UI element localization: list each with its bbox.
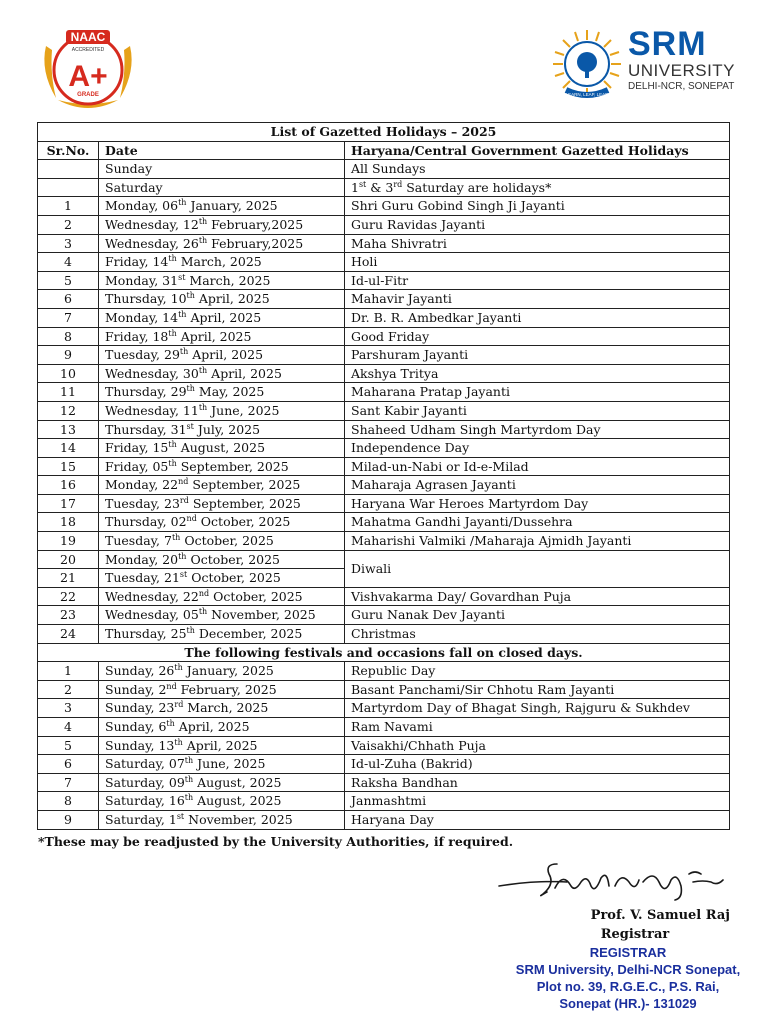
- closed-days-heading-row: [38, 643, 730, 662]
- cell-date: Monday, 20th October, 2025: [99, 550, 345, 569]
- cell-sr-no: 1: [38, 662, 99, 681]
- table-row: [38, 662, 730, 681]
- cell-holiday: Haryana War Heroes Martyrdom Day: [345, 494, 730, 513]
- cell-sr-no: 7: [38, 308, 99, 327]
- table-row: [38, 532, 730, 551]
- cell-sr-no: 16: [38, 476, 99, 495]
- cell-sr-no: 9: [38, 810, 99, 829]
- stamp-line-1: REGISTRAR: [589, 945, 667, 960]
- cell-date: Sunday, 6th April, 2025: [99, 718, 345, 737]
- cell-sr-no: 15: [38, 457, 99, 476]
- stamp-line-4: Sonepat (HR.)- 131029: [559, 996, 697, 1011]
- cell-sr-no: 6: [38, 755, 99, 774]
- cell-date: Wednesday, 26th February,2025: [99, 234, 345, 253]
- cell-date: Saturday, 16th August, 2025: [99, 792, 345, 811]
- cell-date: Thursday, 02nd October, 2025: [99, 513, 345, 532]
- cell-holiday: Vishvakarma Day/ Govardhan Puja: [345, 587, 730, 606]
- table-row: [38, 773, 730, 792]
- table-row: [38, 308, 730, 327]
- cell-holiday: All Sundays: [345, 160, 730, 179]
- cell-date: Monday, 06th January, 2025: [99, 197, 345, 216]
- table-row: [38, 290, 730, 309]
- cell-sr-no: 18: [38, 513, 99, 532]
- cell-sr-no: 12: [38, 401, 99, 420]
- cell-holiday: Dr. B. R. Ambedkar Jayanti: [345, 308, 730, 327]
- cell-date: Friday, 14th March, 2025: [99, 253, 345, 272]
- table-row: [38, 476, 730, 495]
- holiday-table: [37, 122, 730, 830]
- cell-date: Saturday: [99, 178, 345, 197]
- table-caption: List of Gazetted Holidays – 2025: [38, 123, 730, 142]
- cell-holiday: 1st & 3rd Saturday are holidays*: [345, 178, 730, 197]
- cell-date: Sunday: [99, 160, 345, 179]
- cell-date: Saturday, 09th August, 2025: [99, 773, 345, 792]
- table-row: [38, 810, 730, 829]
- srm-wordmark: [628, 26, 735, 94]
- cell-holiday: Akshya Tritya: [345, 364, 730, 383]
- cell-sr-no: 8: [38, 792, 99, 811]
- naac-grade-label: GRADE: [77, 92, 99, 98]
- cell-sr-no: 3: [38, 699, 99, 718]
- cell-sr-no: 8: [38, 327, 99, 346]
- cell-sr-no: 13: [38, 420, 99, 439]
- cell-sr-no: 10: [38, 364, 99, 383]
- cell-holiday: Shaheed Udham Singh Martyrdom Day: [345, 420, 730, 439]
- cell-sr-no: [38, 178, 99, 197]
- table-row: [38, 401, 730, 420]
- footnote: *These may be readjusted by the University Authorities, if required.: [38, 834, 514, 849]
- srm-location: DELHI-NCR, SONEPAT: [628, 81, 735, 92]
- cell-holiday: Maharishi Valmiki /Maharaja Ajmidh Jayanti: [345, 532, 730, 551]
- cell-holiday: Basant Panchami/Sir Chhotu Ram Jayanti: [345, 680, 730, 699]
- cell-sr-no: 4: [38, 718, 99, 737]
- signatory-title: Registrar: [600, 927, 670, 942]
- cell-holiday: Maha Shivratri: [345, 234, 730, 253]
- table-header-row: [38, 141, 730, 160]
- table-row: [38, 625, 730, 644]
- header-sr-no: Sr.No.: [38, 141, 99, 160]
- table-row: [38, 792, 730, 811]
- cell-holiday: Holi: [345, 253, 730, 272]
- cell-date: Monday, 14th April, 2025: [99, 308, 345, 327]
- cell-date: Sunday, 23rd March, 2025: [99, 699, 345, 718]
- cell-sr-no: 3: [38, 234, 99, 253]
- cell-sr-no: 14: [38, 439, 99, 458]
- table-row: [38, 699, 730, 718]
- cell-sr-no: 23: [38, 606, 99, 625]
- cell-sr-no: 7: [38, 773, 99, 792]
- stamp-line-2: SRM University, Delhi-NCR Sonepat,: [515, 962, 741, 977]
- cell-holiday: Shri Guru Gobind Singh Ji Jayanti: [345, 197, 730, 216]
- srm-tagline: LEARN, LEAP, LEAD: [565, 92, 609, 97]
- table-row: [38, 271, 730, 290]
- cell-holiday: Independence Day: [345, 439, 730, 458]
- cell-holiday: Id-ul-Fitr: [345, 271, 730, 290]
- signatory-block: [520, 906, 730, 944]
- table-row: [38, 364, 730, 383]
- cell-sr-no: 5: [38, 736, 99, 755]
- table-row: [38, 494, 730, 513]
- table-row: [38, 457, 730, 476]
- cell-sr-no: 2: [38, 215, 99, 234]
- cell-holiday: Martyrdom Day of Bhagat Singh, Rajguru & Sukhdev: [345, 699, 730, 718]
- table-row: [38, 234, 730, 253]
- cell-holiday: Ram Navami: [345, 718, 730, 737]
- table-row: [38, 587, 730, 606]
- cell-date: Thursday, 10th April, 2025: [99, 290, 345, 309]
- cell-holiday: Maharaja Agrasen Jayanti: [345, 476, 730, 495]
- cell-sr-no: 4: [38, 253, 99, 272]
- table-row: [38, 718, 730, 737]
- cell-date: Friday, 18th April, 2025: [99, 327, 345, 346]
- cell-date: Friday, 05th September, 2025: [99, 457, 345, 476]
- cell-date: Wednesday, 05th November, 2025: [99, 606, 345, 625]
- cell-holiday: Janmashtmi: [345, 792, 730, 811]
- cell-date: Monday, 22nd September, 2025: [99, 476, 345, 495]
- table-row: [38, 215, 730, 234]
- cell-holiday: Christmas: [345, 625, 730, 644]
- cell-holiday: Republic Day: [345, 662, 730, 681]
- stamp-line-3: Plot no. 39, R.G.E.C., P.S. Rai,: [536, 979, 720, 994]
- header-holiday: Haryana/Central Government Gazetted Holidays: [345, 141, 730, 160]
- cell-holiday: Mahatma Gandhi Jayanti/Dussehra: [345, 513, 730, 532]
- signature-icon: [497, 852, 737, 902]
- table-row: [38, 197, 730, 216]
- cell-holiday: Parshuram Jayanti: [345, 346, 730, 365]
- cell-holiday: Id-ul-Zuha (Bakrid): [345, 755, 730, 774]
- cell-holiday: Guru Nanak Dev Jayanti: [345, 606, 730, 625]
- cell-sr-no: 9: [38, 346, 99, 365]
- closed-days-heading: The following festivals and occasions fall on closed days.: [38, 643, 730, 662]
- table-row: [38, 606, 730, 625]
- srm-logo: [548, 26, 738, 102]
- cell-date: Tuesday, 23rd September, 2025: [99, 494, 345, 513]
- naac-grade: A+: [68, 60, 108, 93]
- table-row: [38, 439, 730, 458]
- signatory-name: Prof. V. Samuel Raj: [590, 908, 730, 923]
- cell-sr-no: 19: [38, 532, 99, 551]
- cell-sr-no: 17: [38, 494, 99, 513]
- cell-date: Sunday, 2nd February, 2025: [99, 680, 345, 699]
- cell-holiday: Guru Ravidas Jayanti: [345, 215, 730, 234]
- cell-date: Thursday, 29th May, 2025: [99, 383, 345, 402]
- table-row: [38, 327, 730, 346]
- cell-date: Monday, 31st March, 2025: [99, 271, 345, 290]
- cell-sr-no: [38, 160, 99, 179]
- cell-date: Sunday, 13th April, 2025: [99, 736, 345, 755]
- table-row: [38, 736, 730, 755]
- cell-sr-no: 20: [38, 550, 99, 569]
- cell-sr-no: 6: [38, 290, 99, 309]
- table-row: [38, 513, 730, 532]
- cell-holiday: Milad-un-Nabi or Id-e-Milad: [345, 457, 730, 476]
- cell-date: Wednesday, 30th April, 2025: [99, 364, 345, 383]
- table-row: [38, 420, 730, 439]
- cell-date: Tuesday, 7th October, 2025: [99, 532, 345, 551]
- cell-sr-no: 11: [38, 383, 99, 402]
- naac-badge-icon: [38, 26, 138, 112]
- cell-date: Thursday, 31st July, 2025: [99, 420, 345, 439]
- cell-sr-no: 22: [38, 587, 99, 606]
- cell-date: Sunday, 26th January, 2025: [99, 662, 345, 681]
- cell-holiday: Maharana Pratap Jayanti: [345, 383, 730, 402]
- cell-holiday: Diwali: [345, 550, 730, 587]
- cell-holiday: Vaisakhi/Chhath Puja: [345, 736, 730, 755]
- cell-sr-no: 2: [38, 680, 99, 699]
- cell-sr-no: 5: [38, 271, 99, 290]
- cell-date: Wednesday, 12th February,2025: [99, 215, 345, 234]
- srm-name: SRM: [628, 25, 707, 63]
- table-row: [38, 680, 730, 699]
- cell-holiday: Raksha Bandhan: [345, 773, 730, 792]
- cell-holiday: Haryana Day: [345, 810, 730, 829]
- cell-date: Wednesday, 11th June, 2025: [99, 401, 345, 420]
- cell-sr-no: 24: [38, 625, 99, 644]
- cell-date: Friday, 15th August, 2025: [99, 439, 345, 458]
- cell-date: Thursday, 25th December, 2025: [99, 625, 345, 644]
- srm-university: UNIVERSITY: [628, 61, 736, 80]
- naac-logo: [38, 26, 138, 112]
- table-row: [38, 160, 730, 179]
- table-row: [38, 178, 730, 197]
- table-row: [38, 550, 730, 569]
- naac-top-text: NAAC: [70, 30, 106, 44]
- header-date: Date: [99, 141, 345, 160]
- table-caption-row: [38, 123, 730, 142]
- srm-emblem-icon: [548, 26, 626, 102]
- cell-date: Tuesday, 21st October, 2025: [99, 569, 345, 588]
- table-row: [38, 253, 730, 272]
- cell-date: Wednesday, 22nd October, 2025: [99, 587, 345, 606]
- table-row: [38, 383, 730, 402]
- cell-sr-no: 1: [38, 197, 99, 216]
- registrar-stamp: [508, 944, 748, 1012]
- cell-date: Tuesday, 29th April, 2025: [99, 346, 345, 365]
- cell-holiday: Mahavir Jayanti: [345, 290, 730, 309]
- table-row: [38, 755, 730, 774]
- naac-sub-text: ACCREDITED: [71, 47, 105, 53]
- cell-date: Saturday, 07th June, 2025: [99, 755, 345, 774]
- cell-holiday: Good Friday: [345, 327, 730, 346]
- cell-date: Saturday, 1st November, 2025: [99, 810, 345, 829]
- table-row: [38, 346, 730, 365]
- cell-sr-no: 21: [38, 569, 99, 588]
- cell-holiday: Sant Kabir Jayanti: [345, 401, 730, 420]
